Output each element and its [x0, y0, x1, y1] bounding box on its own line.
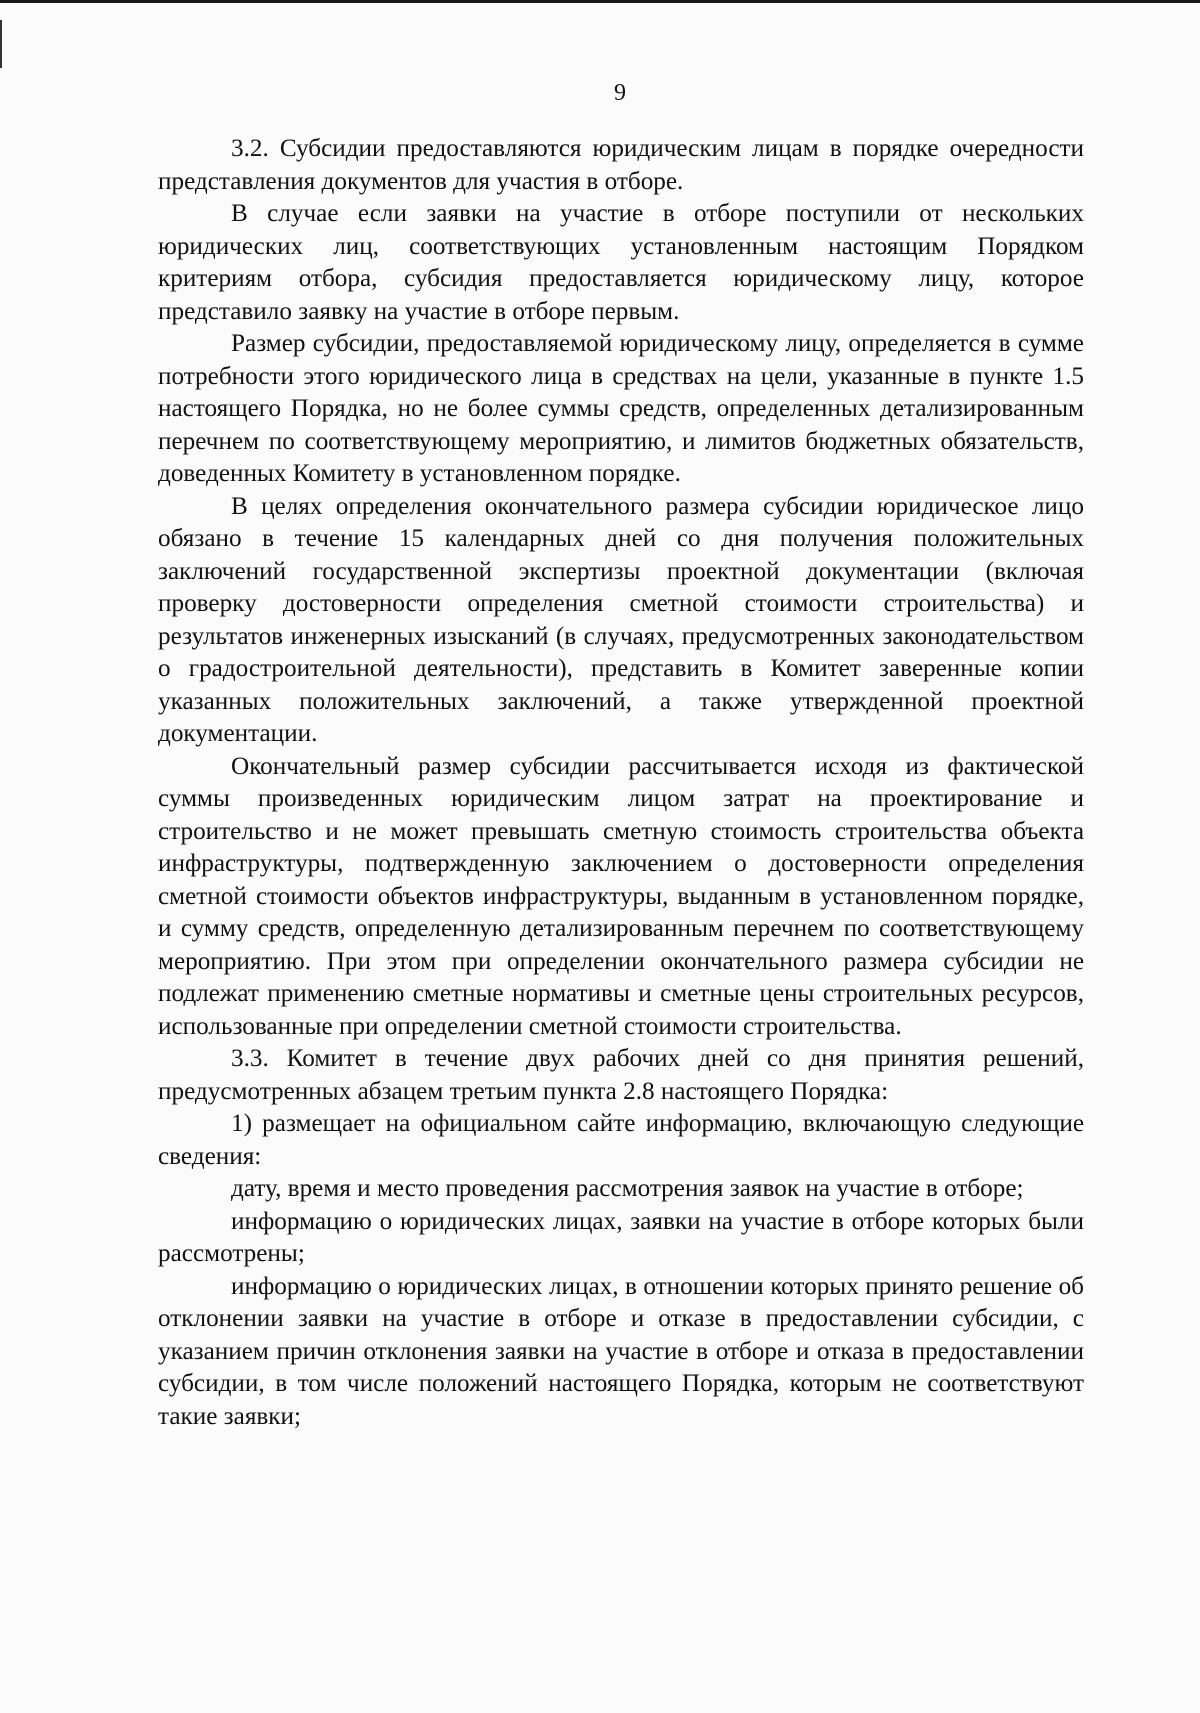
paragraph-date-time-place: дату, время и место проведения рассмотрения заявок на участие в отборе;: [231, 1175, 1024, 1202]
document-body: [158, 133, 1084, 1433]
paragraph-rejected-applicants: информацию о юридических лицах, в отношении которых принято решение об отклонении заявки на участие в отборе и отказе в предоставлении субсидии, с указанием причин отклонения заявки на участие в отборе и отказа в предоставлении субсидии, в том числе положений настоящего Порядка, которым не соответствуют такие заявки;: [158, 1272, 1084, 1430]
paragraph-subsidy-amount: Размер субсидии, предоставляемой юридическому лицу, определяется в сумме потребности этого юридического лица в средствах на цели, указанные в пункте 1.5 настоящего Порядка, но не более суммы средств, определенных детализированным перечнем по соответствующему мероприятию, и лимитов бюджетных обязательств, доведенных Комитету в установленном порядке.: [158, 330, 1084, 487]
page-number: 9: [614, 80, 626, 106]
paragraph-final-amount-calc: Окончательный размер субсидии рассчитывается исходя из фактической суммы произведенных юридическим лицом затрат на проектирование и строительство и не может превышать сметную стоимость строительства объекта инфраструктуры, подтвержденную заключением о достоверности определения сметной стоимости объектов инфраструктуры, выданным в установленном порядке, и сумму средств, определенную детализированным перечнем по соответствующему мероприятию. При этом при определении окончательного размера субсидии не подлежат применению сметные нормативы и сметные цены строительных ресурсов, использованные при определении сметной стоимости строительства.: [158, 752, 1084, 1040]
paragraph-reviewed-applicants: информацию о юридических лицах, заявки на участие в отборе которых были рассмотрены;: [158, 1207, 1084, 1267]
paragraph-final-amount-docs: В целях определения окончательного размера субсидии юридическое лицо обязано в течение 15 календарных дней со дня получения положительных заключений государственной экспертизы проектной документации (включая проверку достоверности определения сметной стоимости строительства) и результатов инженерных изысканий (в случаях, предусмотренных законодательством о градостроительной деятельности), представить в Комитет заверенные копии указанных положительных заключений, а также утвержденной проектной документации.: [158, 492, 1084, 747]
paragraph-multiple-applicants: В случае если заявки на участие в отборе поступили от нескольких юридических лиц, соответствующих установленным настоящим Порядком критериям отбора, субсидия предоставляется юридическому лицу, которое представило заявку на участие в отборе первым.: [158, 200, 1084, 325]
paragraph-item-1: 1) размещает на официальном сайте информацию, включающую следующие сведения:: [158, 1110, 1084, 1170]
paragraph-3-2: 3.2. Субсидии предоставляются юридическим лицам в порядке очередности представления документов для участия в отборе.: [158, 135, 1084, 195]
paragraph-3-3: 3.3. Комитет в течение двух рабочих дней со дня принятия решений, предусмотренных абзацем третьим пункта 2.8 настоящего Порядка:: [158, 1045, 1084, 1105]
scan-left-edge-mark: [0, 20, 2, 68]
scan-top-edge: [0, 0, 1200, 3]
